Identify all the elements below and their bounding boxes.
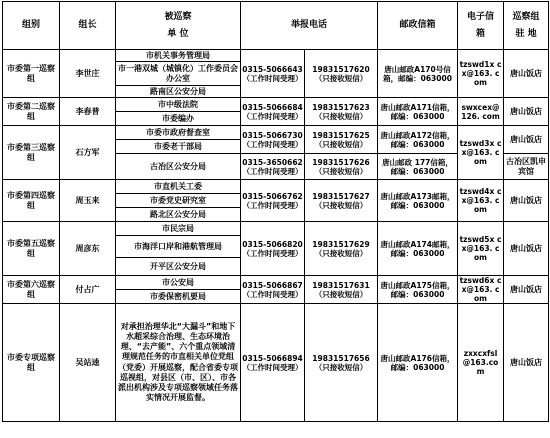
sms-phone: 19831517623（只接收短信） <box>305 98 378 126</box>
mailbox: 唐山邮政A170号信箱，邮编：063000 <box>378 50 458 98</box>
header-email-bottom: 箱 <box>476 28 486 39</box>
header-email <box>458 2 504 50</box>
site: 唐山饭店 <box>504 276 549 304</box>
work-phone: 0315-5066643（工作时间受理） <box>241 50 305 98</box>
sms-phone-2: 19831517626（只接收短信） <box>305 154 378 180</box>
email-address: tzswd1x cx@163. com <box>458 50 504 98</box>
header-mail: 邮政信箱 <box>378 2 458 50</box>
unit-cell: 市海洋口岸和港航管理局 <box>116 236 241 258</box>
unit-cell: 开平区公安分局 <box>116 258 241 276</box>
site: 唐山饭店 <box>504 222 549 276</box>
unit-description: 对承担治理华北“大漏斗”和地下水超采综合治理、生态环境治理、“去产能”、六个重点领域清理规范任务的市直相关单位党组（党委）开展巡察，配合省委专项巡视组，对县区（市、区）、市各派出机构涉及专项巡察领域任务落实情况开展监督。 <box>116 304 241 422</box>
group-leader: 吴站逵 <box>60 304 116 422</box>
work-phone: 0315-5066684（工作时间受理） <box>241 98 305 126</box>
table-row <box>3 180 549 194</box>
group-leader: 李世庄 <box>60 50 116 98</box>
header-inspected-bottom: 单 位 <box>167 28 189 39</box>
site: 唐山饭店 <box>504 98 549 126</box>
sms-phone: 19831517656（只接收短信） <box>305 304 378 422</box>
unit-cell: 市中级法院 <box>116 98 241 112</box>
header-site <box>504 2 549 50</box>
unit-cell: 市委老干部局 <box>116 140 241 154</box>
header-site-top: 巡察组 <box>512 11 540 22</box>
email-address: swxcex@126. com <box>458 98 504 126</box>
mailbox: 唐山邮政A176信箱，邮编：063000 <box>378 304 458 422</box>
table-row <box>3 126 549 140</box>
mailbox: 唐山邮政A175信箱，邮编：063000 <box>378 276 458 304</box>
mailbox: 唐山邮政A174邮箱，邮编：063000 <box>378 222 458 276</box>
unit-cell: 市直机关工委 <box>116 180 241 194</box>
header-site-bottom: 驻 地 <box>515 28 537 39</box>
work-phone: 0315-5066762（工作时间受理） <box>241 180 305 222</box>
group-name: 市委第四巡察组 <box>3 180 60 222</box>
header-group: 组别 <box>3 2 60 50</box>
email-address: tzswd4x cx@163. com <box>458 180 504 222</box>
sms-phone: 19831517627（只接收短信） <box>305 180 378 222</box>
table-row <box>3 50 549 62</box>
group-leader: 付占广 <box>60 276 116 304</box>
mailbox: 唐山邮政A171信箱，邮编：063000 <box>378 98 458 126</box>
group-name: 市委第三巡察组 <box>3 126 60 180</box>
sheet <box>0 1 550 438</box>
header-phone: 举报电话 <box>241 2 378 50</box>
site: 唐山饭店 <box>504 180 549 222</box>
table-row <box>3 304 549 422</box>
mailbox: 唐山邮政A172信箱，邮编：063000 <box>378 126 458 154</box>
site: 唐山饭店 <box>504 50 549 98</box>
site: 唐山饭店 <box>504 126 549 154</box>
work-phone: 0315-5066867（工作时间受理） <box>241 276 305 304</box>
table-row <box>3 222 549 236</box>
sms-phone: 19831517629（只接收短信） <box>305 222 378 276</box>
mailbox: 唐山邮政A173邮箱，邮编：063000 <box>378 180 458 222</box>
group-leader: 李春普 <box>60 98 116 126</box>
group-leader: 石方军 <box>60 126 116 180</box>
unit-cell: 市委市政府督查室 <box>116 126 241 140</box>
unit-cell: 市委编办 <box>116 112 241 126</box>
unit-cell: 路北区公安分局 <box>116 208 241 222</box>
header-email-top: 电子信 <box>467 11 495 22</box>
header-leader: 组长 <box>60 2 116 50</box>
work-phone-2: 0315-3650662（工作时间受理） <box>241 154 305 180</box>
mailbox-2: 唐山邮政 177信箱，邮编：063000 <box>378 154 458 180</box>
unit-cell: 市民宗局 <box>116 222 241 236</box>
group-name: 市委第二巡察组 <box>3 98 60 126</box>
unit-cell: 古冶区公安分局 <box>116 154 241 180</box>
work-phone: 0315-5066730（工作时间受理） <box>241 126 305 154</box>
sms-phone: 19831517620（只接收短信） <box>305 50 378 98</box>
unit-cell: 市公安局 <box>116 276 241 290</box>
sms-phone: 19831517631（只接收短信） <box>305 276 378 304</box>
work-phone: 0315-5066894（工作时间受理） <box>241 304 305 422</box>
group-name: 市委第五巡察组 <box>3 222 60 276</box>
email-address: tzswd3x cx@163. com <box>458 126 504 180</box>
email-address: zxxcxfsl @163.com <box>458 304 504 422</box>
group-name: 市委专项巡察组 <box>3 304 60 422</box>
table-row <box>3 98 549 112</box>
table-row <box>3 276 549 290</box>
unit-cell: 市一港双城（城镇化）工作委员会办公室 <box>116 62 241 86</box>
group-leader: 周彦东 <box>60 222 116 276</box>
sms-phone: 19831517625（只接收短信） <box>305 126 378 154</box>
unit-cell: 市委保密机要局 <box>116 290 241 304</box>
email-address: tzswd5x cx@163. com <box>458 222 504 276</box>
group-leader: 周玉来 <box>60 180 116 222</box>
inspection-table <box>2 1 549 422</box>
unit-cell: 市委党史研究室 <box>116 194 241 208</box>
site-2: 古冶区凯申宾馆 <box>504 154 549 180</box>
work-phone: 0315-5066820（工作时间受理） <box>241 222 305 276</box>
site: 唐山饭店 <box>504 304 549 422</box>
unit-cell: 路南区公安分局 <box>116 86 241 98</box>
email-address: tzswd6x cx@163. com <box>458 276 504 304</box>
group-name: 市委第一巡察组 <box>3 50 60 98</box>
unit-cell: 市机关事务管理局 <box>116 50 241 62</box>
header-inspected-unit <box>116 2 241 50</box>
group-name: 市委第六巡察组 <box>3 276 60 304</box>
header-row <box>3 2 549 50</box>
header-inspected-top: 被巡察 <box>164 11 192 22</box>
